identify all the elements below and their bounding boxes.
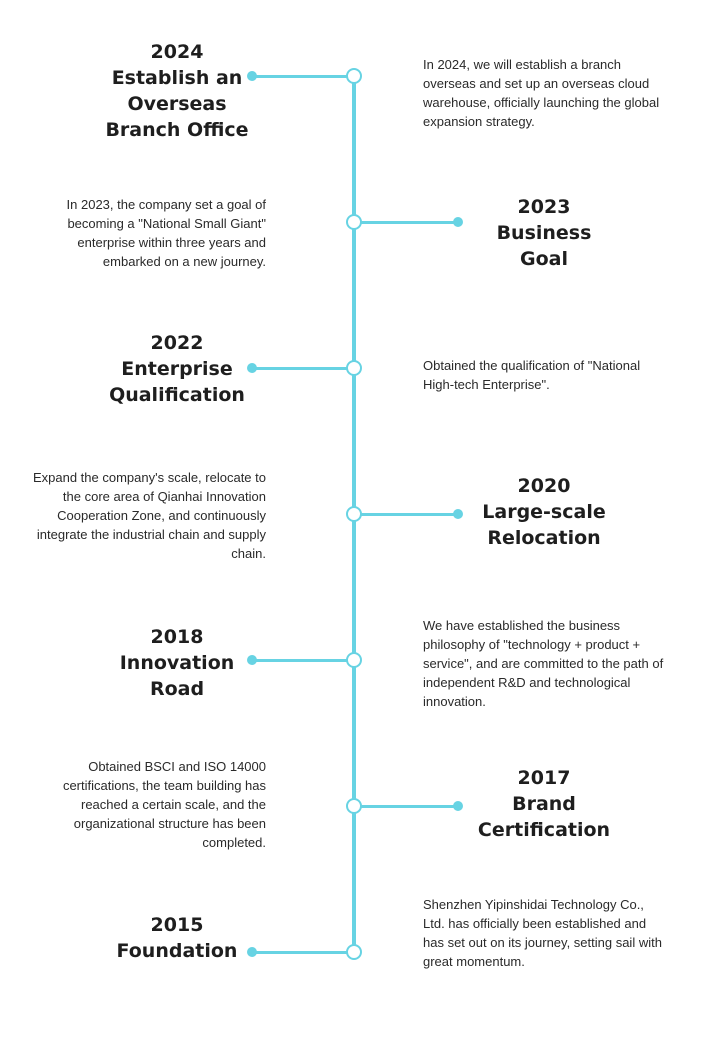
event-description: Expand the company's scale, relocate to the core area of Qianhai Innovation Cooperation Zone, and continuously integrate the industrial chain and supply chain.: [32, 470, 266, 561]
event-title-line: Goal: [520, 248, 568, 270]
timeline-node: [346, 506, 362, 522]
event-heading: [439, 473, 649, 551]
event-description: In 2023, the company set a goal of becoming a "National Small Giant" enterprise within three years and embarked on a new journey.: [66, 197, 266, 269]
event-title-line: Enterprise: [121, 358, 233, 380]
timeline-node: [346, 944, 362, 960]
event-title-line: Relocation: [487, 527, 601, 549]
timeline-node: [346, 68, 362, 84]
event-year: 2015: [150, 914, 204, 936]
timeline-node: [346, 214, 362, 230]
event-year: 2024: [150, 41, 204, 63]
event-description: Obtained BSCI and ISO 14000 certifications, the team building has reached a certain scale, and the organizational structure has been completed.: [62, 759, 266, 850]
event-description: Shenzhen Yipinshidai Technology Co., Ltd. has officially been established and has set out on its journey, setting sail with great momentum.: [423, 897, 662, 969]
event-title-line: Certification: [477, 819, 611, 841]
event-title-line: Establish an: [111, 67, 243, 89]
event-title-line: Qualification: [109, 384, 245, 406]
timeline-node: [346, 360, 362, 376]
event-heading: [72, 912, 282, 964]
event-title-line: Large-scale: [482, 501, 606, 523]
event-title-line: Road: [149, 678, 205, 700]
event-description: Obtained the qualification of "National High-tech Enterprise".: [423, 358, 641, 392]
event-description: In 2024, we will establish a branch overseas and set up an overseas cloud warehouse, officially launching the global expansion strategy.: [423, 57, 660, 129]
event-title-line: Overseas: [127, 93, 227, 115]
event-description: We have established the business philosophy of "technology + product + service", and are committed to the path of independent R&D and technological innovation.: [423, 618, 664, 709]
event-title-line: Innovation: [119, 652, 235, 674]
event-year: 2023: [517, 196, 571, 218]
event-year: 2017: [517, 767, 571, 789]
event-heading: [72, 330, 282, 408]
event-year: 2018: [150, 626, 204, 648]
event-title-line: Foundation: [116, 940, 238, 962]
event-heading: [72, 39, 282, 143]
event-title-line: Branch Office: [105, 119, 249, 141]
event-title-line: Brand: [512, 793, 576, 815]
event-heading: [439, 194, 649, 272]
timeline-node: [346, 652, 362, 668]
event-year: 2022: [150, 332, 204, 354]
event-title-line: Business: [496, 222, 592, 244]
event-heading: [72, 624, 282, 702]
event-year: 2020: [517, 475, 571, 497]
event-heading: [439, 765, 649, 843]
timeline-node: [346, 798, 362, 814]
